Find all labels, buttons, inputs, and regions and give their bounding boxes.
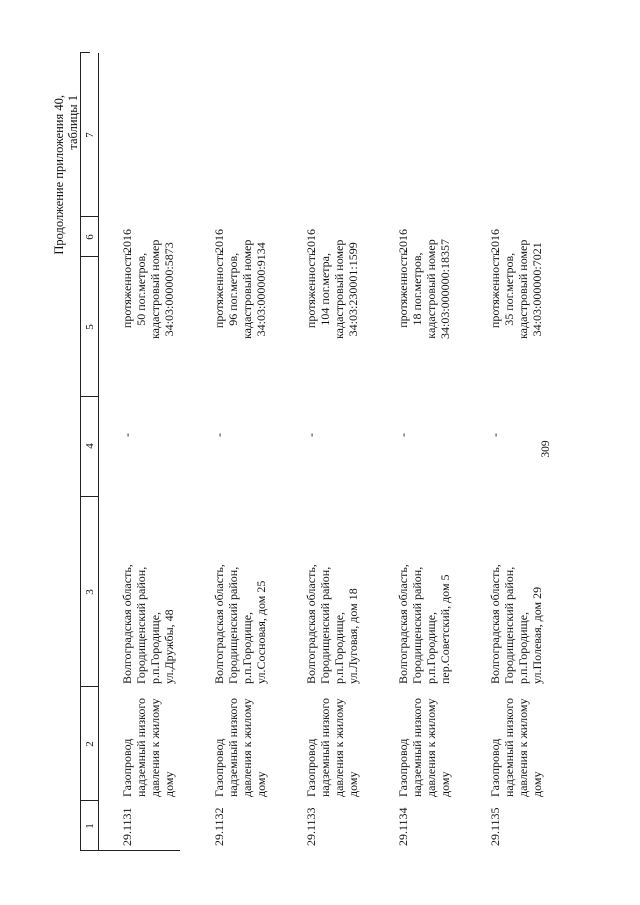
object-name-line: дому [530,771,544,797]
column-divider [80,256,98,257]
object-name-line: давления к жилому [424,698,438,797]
continuation-line-2: таблицы 1 [66,95,80,150]
table-rule-left [80,850,180,851]
column-number: 5 [84,324,96,330]
object-name [304,698,360,797]
object-name [212,698,268,797]
spec-line: кадастровый номер [240,239,254,339]
object-address [396,564,452,684]
column-divider [80,396,98,397]
continuation-heading [52,95,80,395]
object-name-line: надземный низкого [226,698,240,797]
column-number: 7 [84,132,96,138]
address-line: Волгоградская область, [488,564,502,684]
address-line: р.п.Городище, [424,611,438,684]
object-name-line: надземный низкого [502,698,516,797]
address-line: ул.Полевая, дом 29 [530,586,544,684]
address-line: р.п.Городище, [516,611,530,684]
address-line: р.п.Городище, [332,611,346,684]
spec-line: 18 пог.метров, [410,252,424,326]
object-specification [120,240,176,339]
year: 2016 [120,229,134,253]
spec-line: 34:03:000000:5873 [162,242,176,337]
address-line: Городищенский район, [226,566,240,684]
object-name-line: Газопровод [396,738,410,797]
row-number: 29.1135 [488,807,502,846]
object-name-line: дому [346,771,360,797]
column-4-value: - [396,433,410,437]
object-specification [212,240,268,339]
spec-line: кадастровый номер [516,239,530,339]
row-number: 29.1133 [304,807,318,846]
object-name-line: Газопровод [212,738,226,797]
address-line: Волгоградская область, [212,564,226,684]
object-specification [396,239,452,339]
address-line: ул.Дружбы, 48 [162,609,176,684]
object-name [396,698,452,797]
object-address [120,564,176,684]
object-name-line: Газопровод [120,738,134,797]
address-line: пер.Советский, дом 5 [438,574,452,684]
object-name-line: давления к жилому [516,698,530,797]
address-line: Городищенский район, [502,566,516,684]
spec-line: 96 пог.метров, [226,252,240,326]
column-divider [80,800,98,801]
spec-line: 50 пог.метров, [134,252,148,326]
address-line: ул.Сосновая, дом 25 [254,580,268,684]
spec-line: 34:03:000000:18357 [438,238,452,339]
spec-line: протяженность [488,250,502,329]
object-name-line: надземный низкого [318,698,332,797]
column-4-value: - [212,433,226,437]
table-rule-right [80,52,90,53]
object-name-line: надземный низкого [410,698,424,797]
spec-line: протяженность [304,250,318,329]
spec-line: протяженность [396,250,410,328]
continuation-line-1: Продолжение приложения 40, [52,95,66,255]
address-line: Городищенский район, [134,566,148,684]
object-name-line: дому [254,771,268,797]
object-name-line: надземный низкого [134,698,148,797]
object-name-line: Газопровод [488,738,502,797]
row-number: 29.1134 [396,807,410,846]
column-divider [80,686,98,687]
object-specification [488,240,544,339]
spec-line: протяженность [120,250,134,329]
object-name-line: давления к жилому [240,698,254,797]
column-divider [80,216,98,217]
page-number: 309 [540,440,552,458]
row-number: 29.1132 [212,807,226,846]
address-line: Городищенский район, [318,566,332,684]
object-address [212,564,268,684]
spec-line: кадастровый номер [424,239,438,339]
column-number: 4 [84,443,96,449]
address-line: ул.Луговая, дом 18 [346,588,360,684]
object-name [120,698,176,797]
column-number: 3 [84,589,96,595]
column-4-value: - [488,433,502,437]
object-name-line: дому [162,771,176,797]
spec-line: кадастровый номер [148,239,162,339]
spec-line: 104 пог.метра, [318,252,332,326]
object-name-line: Газопровод [304,738,318,797]
year: 2016 [212,229,226,253]
spec-line: 34:03:000000:9134 [254,242,268,337]
address-line: Волгоградская область, [396,564,410,684]
column-divider [80,496,98,497]
address-line: р.п.Городище, [148,611,162,684]
object-name-line: давления к жилому [332,698,346,797]
object-specification [304,240,360,339]
object-name [488,698,544,797]
address-line: Городищенский район, [410,566,424,684]
spec-line: кадастровый номер [332,239,346,339]
row-number: 29.1131 [120,807,134,846]
spec-line: 35 пог.метров, [502,252,516,326]
spec-line: 34:03:000000:7021 [530,242,544,337]
table-rule-top [80,53,81,851]
object-name-line: дому [438,771,452,797]
object-address [304,564,360,684]
spec-line: 34:03:230001:1599 [346,242,360,337]
spec-line: протяженность [212,250,226,329]
year: 2016 [304,229,318,253]
column-number: 2 [84,741,96,747]
column-number: 1 [84,823,96,829]
year: 2016 [488,229,502,253]
address-line: Волгоградская область, [120,564,134,684]
object-name-line: давления к жилому [148,698,162,797]
address-line: Волгоградская область, [304,564,318,684]
column-4-value: - [304,433,318,437]
column-number: 6 [84,234,96,240]
address-line: р.п.Городище, [240,611,254,684]
column-4-value: - [120,433,134,437]
table-header-rule [98,53,99,851]
year: 2016 [396,229,410,253]
object-address [488,564,544,684]
